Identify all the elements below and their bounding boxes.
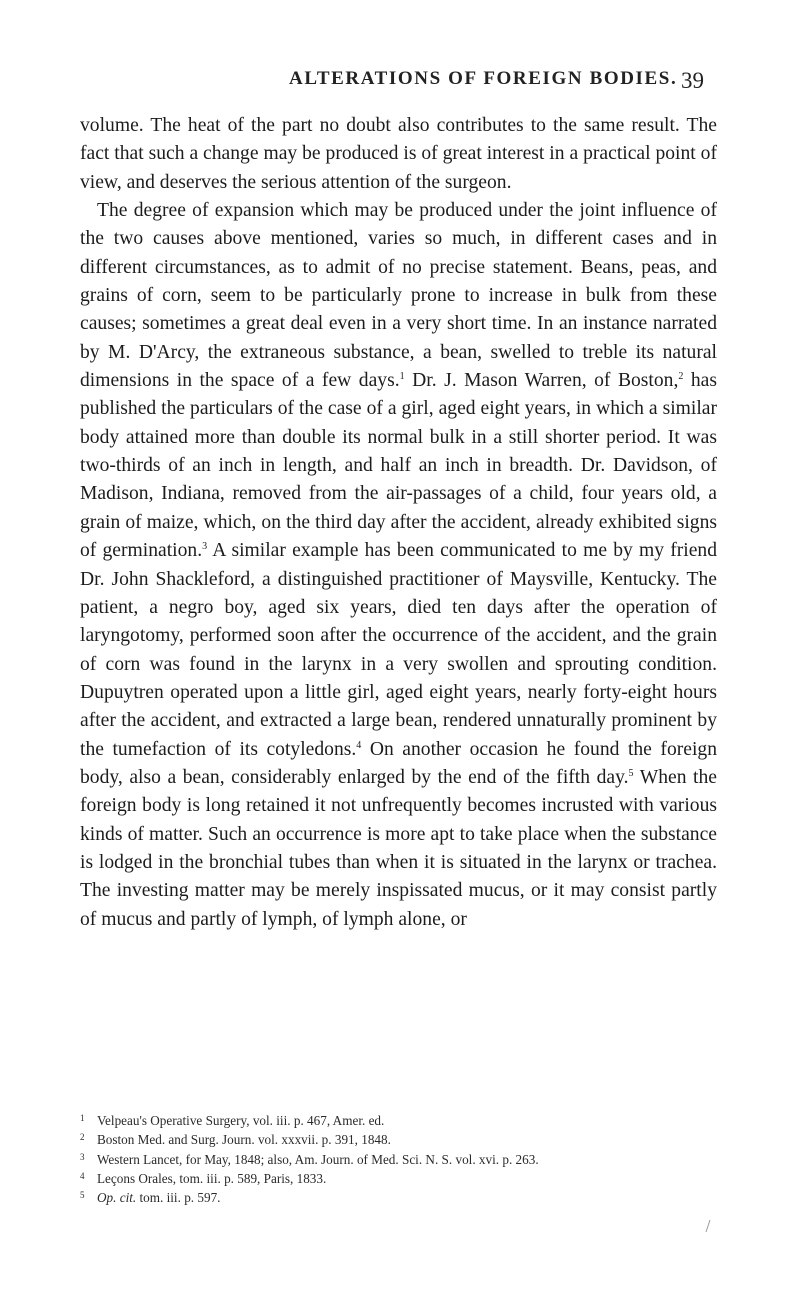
- footnote-mark: 5: [80, 1190, 85, 1201]
- text-run: Dr. J. Mason Warren, of Boston,: [404, 370, 679, 392]
- footnote-text: Velpeau's Operative Surgery, vol. iii. p. 467, Amer. ed.: [97, 1113, 385, 1128]
- page-header: [0, 68, 800, 102]
- footnote-ref: 4: [356, 739, 362, 751]
- text-run: has published the particulars of the case of a girl, aged eight years, in which a similar body attained more than double its normal bulk in a still shorter period. It was two-thirds of an inch in length, and half an inch in breadth. Dr. Davidson, of Madison, Indiana, removed from the air-passages of a child, four years old, a grain of maize, which, on the third day after the accident, already exhibited signs of germination.: [80, 370, 717, 562]
- footnote-ref: 1: [399, 371, 405, 383]
- footnote: [80, 1129, 720, 1148]
- paragraph-expansion: [80, 197, 717, 934]
- running-head: ALTERATIONS OF FOREIGN BODIES.: [289, 68, 678, 89]
- pencil-mark-icon: [705, 1220, 711, 1232]
- footnote-ref: 5: [628, 767, 634, 779]
- paragraph-continuation: volume. The heat of the part no doubt also contributes to the same result. The fact that such a change may be produced is of great interest in a practical point of view, and deserves the serious attention of the surgeon.: [80, 115, 717, 193]
- footnote: [80, 1187, 720, 1206]
- footnote: [80, 1149, 720, 1168]
- footnote-text: Leçons Orales, tom. iii. p. 589, Paris, 1833.: [97, 1170, 327, 1186]
- footnote-mark: 2: [80, 1132, 85, 1143]
- footnote-text: Western Lancet, for May, 1848; also, Am. Journ. of Med. Sci. N. S. vol. xvi. p. 263.: [97, 1151, 539, 1167]
- footnote-text: Boston Med. and Surg. Journ. vol. xxxvii. p. 391, 1848.: [97, 1132, 391, 1148]
- page-number: 39: [681, 68, 704, 93]
- footnote-rest: tom. iii. p. 597.: [136, 1190, 221, 1206]
- body-text: [80, 112, 717, 934]
- footnote-ref: 3: [202, 541, 208, 553]
- text-run: A similar example has been communicated to me by my friend Dr. John Shackleford, a distinguished practitioner of Maysville, Kentucky. The patient, a negro boy, aged six years, died ten days after the operation of laryngotomy, performed soon after the occurrence of the accident, and the grain of corn was found in the larynx in a very swollen and sprouting condition. Dupuytren operated upon a little girl, aged eight years, nearly forty-eight hours after the accident, and extracted a large bean, rendered unnaturally prominent by the tumefaction of its cotyledons.: [80, 540, 718, 760]
- text-run: On another occasion he found the foreign body, also a bean, considerably enlarged by the end of the fifth day.: [80, 738, 717, 788]
- footnote-ref: 2: [678, 371, 684, 383]
- footnote-italic: Op. cit.: [97, 1190, 137, 1206]
- footnote-mark: 1: [80, 1113, 85, 1123]
- footnote: [80, 1110, 720, 1129]
- footnote: [80, 1168, 720, 1187]
- footnote-mark: 4: [80, 1170, 85, 1181]
- text-run: The degree of expansion which may be produced under the joint influence of the two causes above mentioned, varies so much, in different cases and in different circumstances, as to admit of no precise statement. Beans, peas, and grains of corn, seem to be particularly prone to increase in bulk from these causes; sometimes a great deal even in a very short time. In an instance narrated by M. D'Arcy, the extraneous substance, a bean, swelled to treble its natural dimensions in the space of a few days.: [80, 200, 717, 392]
- footnote-text: [97, 1190, 220, 1205]
- footnote-mark: 3: [80, 1151, 85, 1162]
- footnotes: [80, 1110, 720, 1206]
- text-run: When the foreign body is long retained it not unfrequently becomes incrusted with various kinds of matter. Such an occurrence is more apt to take place when the substance is lodged in the bronchial tubes than when it is situated in the larynx or trachea. The investing matter may be merely inspissated mucus, or it may consist partly of mucus and partly of lymph, of lymph alone, or: [80, 766, 717, 930]
